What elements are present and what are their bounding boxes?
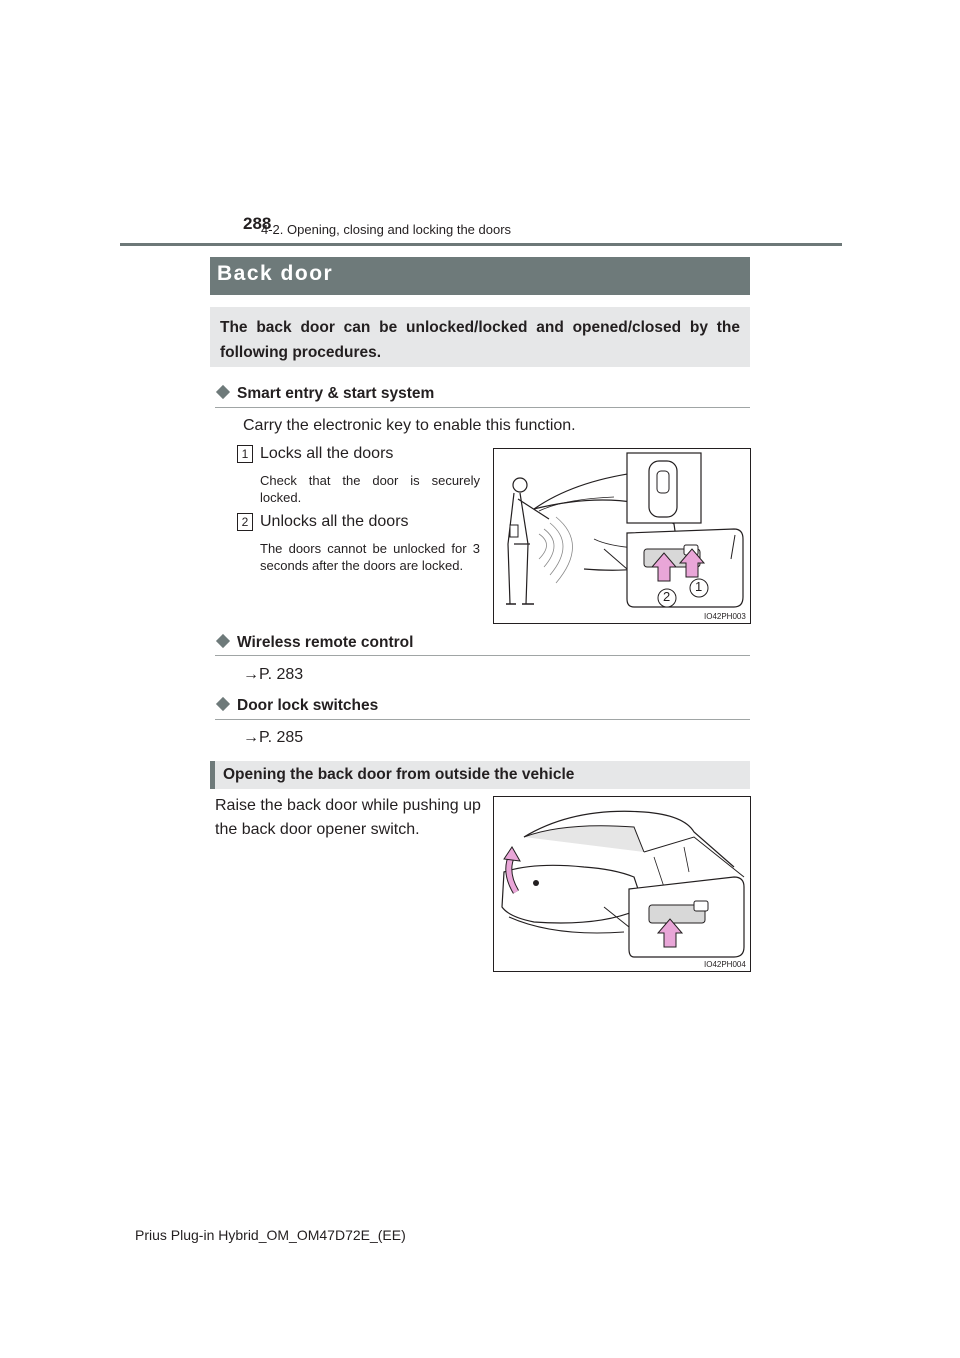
step-label-2: Unlocks all the doors bbox=[260, 513, 409, 530]
step-number-1: 1 bbox=[237, 445, 253, 463]
figure-id: IO42PH003 bbox=[704, 612, 746, 621]
door-lock-page-ref[interactable]: →P. 285 bbox=[243, 729, 304, 746]
opening-text: Raise the back door while pushing up the back door opener switch. bbox=[215, 797, 481, 838]
header-divider bbox=[120, 243, 842, 246]
step-number-2: 2 bbox=[237, 513, 253, 531]
page-number: 288 bbox=[243, 214, 272, 233]
callout-1: 1 bbox=[695, 579, 703, 594]
figure-id: IO42PH004 bbox=[704, 960, 746, 969]
subheading-rule bbox=[215, 655, 750, 656]
diamond-bullet-icon bbox=[216, 385, 230, 399]
smart-entry-illustration bbox=[494, 449, 750, 623]
subheading-rule bbox=[215, 719, 750, 720]
opening-figure bbox=[493, 796, 751, 972]
subsection-title: Opening the back door from outside the vehicle bbox=[223, 766, 575, 783]
smart-entry-text: Carry the electronic key to enable this function. bbox=[243, 417, 576, 434]
callout-2: 2 bbox=[663, 589, 671, 604]
footer-text: Prius Plug-in Hybrid_OM_OM47D72E_(EE) bbox=[135, 1227, 406, 1243]
subheading-smart-entry: Smart entry & start system bbox=[215, 385, 434, 403]
diamond-bullet-icon bbox=[216, 697, 230, 711]
diamond-bullet-icon bbox=[216, 634, 230, 648]
subheading-rule bbox=[215, 407, 750, 408]
subheading-door-lock: Door lock switches bbox=[215, 697, 378, 715]
wireless-page-ref[interactable]: →P. 283 bbox=[243, 666, 304, 683]
step-label-1: Locks all the doors bbox=[260, 445, 394, 462]
step-note-2: The doors cannot be unlocked for 3 seconds after the doors are locked. bbox=[260, 541, 480, 573]
intro-text: The back door can be unlocked/locked and opened/closed by the following procedures. bbox=[220, 319, 740, 361]
chapter-title: 4-2. Opening, closing and locking the doors bbox=[261, 222, 512, 237]
step-note-1: Check that the door is securely locked. bbox=[260, 473, 480, 505]
section-title: Back door bbox=[217, 262, 334, 285]
back-door-illustration bbox=[494, 797, 750, 971]
subheading-wireless: Wireless remote control bbox=[215, 634, 413, 652]
smart-entry-figure bbox=[493, 448, 751, 624]
